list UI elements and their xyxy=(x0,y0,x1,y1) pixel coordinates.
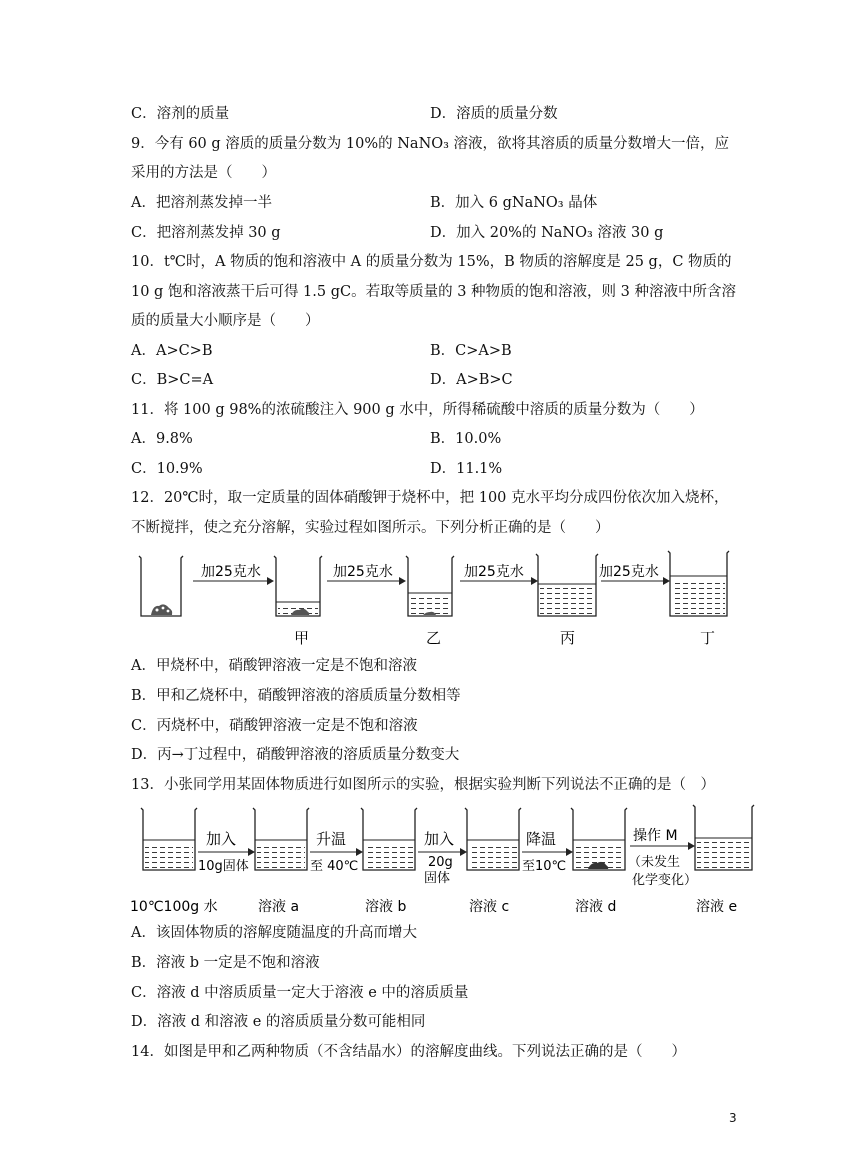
q9-option-c: C．把溶剂蒸发掉 30 g xyxy=(131,225,281,241)
page-number: 3 xyxy=(729,1111,737,1125)
q13-beaker-c xyxy=(465,808,521,870)
q13-step4-bottom: 至10℃ xyxy=(522,859,567,874)
q10-option-d: D．A>B>C xyxy=(430,372,513,388)
q10-option-a: A．A>C>B xyxy=(131,343,213,359)
q12-arrow-label-4: 加25克水 xyxy=(599,564,659,580)
q12-beaker-ding xyxy=(668,551,729,616)
q12-label-ding: 丁 xyxy=(700,629,716,647)
q9-option-b: B．加入 6 gNaNO₃ 晶体 xyxy=(430,195,598,211)
q12-stem-line2: 不断搅拌，使之充分溶解，实验过程如图所示。下列分析正确的是（ ） xyxy=(131,520,610,536)
q12-figure xyxy=(131,546,731,650)
q12-arrow-label-2: 加25克水 xyxy=(333,564,393,580)
q13-label-e: 溶液 e xyxy=(696,899,738,915)
q13-label-c: 溶液 c xyxy=(469,899,510,915)
q13-option-c: C．溶液 d 中溶质质量一定大于溶液 e 中的溶质质量 xyxy=(131,985,469,1001)
q13-beaker-d xyxy=(571,808,627,870)
q13-beaker-e xyxy=(693,805,754,870)
q12-option-b: B．甲和乙烧杯中，硝酸钾溶液的溶质质量分数相等 xyxy=(131,688,461,704)
q13-beaker-a xyxy=(253,808,309,870)
q12-beaker-bing xyxy=(536,554,598,616)
q13-step5-top: 操作 M xyxy=(633,828,678,844)
q13-stem: 13．小张同学用某固体物质进行如图所示的实验，根据实验判断下列说法不正确的是（ ） xyxy=(131,777,715,793)
q11-stem: 11．将 100 g 98%的浓硫酸注入 900 g 水中，所得稀硫酸中溶质的质量分数为（ ） xyxy=(131,402,704,418)
q8-option-d: D．溶质的质量分数 xyxy=(430,106,558,122)
q13-step1-top: 加入 xyxy=(206,830,237,848)
q12-arrow-label-3: 加25克水 xyxy=(464,564,524,580)
q12-arrow-label-1: 加25克水 xyxy=(201,564,261,580)
q12-option-a: A．甲烧杯中，硝酸钾溶液一定是不饱和溶液 xyxy=(131,658,417,674)
q10-stem-line3: 质的质量大小顺序是（ ） xyxy=(131,313,320,329)
q13-figure xyxy=(128,800,758,920)
q13-option-b: B．溶液 b 一定是不饱和溶液 xyxy=(131,955,320,971)
q13-beaker-b xyxy=(361,808,417,870)
q11-option-d: D．11.1% xyxy=(430,461,503,477)
q13-step3-top: 加入 xyxy=(424,830,455,848)
q10-stem-line1: 10．t℃时，A 物质的饱和溶液中 A 的质量分数为 15%，B 物质的溶解度是 25 g，C 物质的 xyxy=(131,254,732,270)
q13-step5-bottom: （未发生 xyxy=(628,855,681,870)
q13-step1-bottom: 10g固体 xyxy=(198,859,249,874)
q13-step3-bottom: 20g xyxy=(428,855,453,870)
q13-step5-bottom2: 化学变化） xyxy=(632,873,698,888)
q13-option-a: A．该固体物质的溶解度随温度的升高而增大 xyxy=(131,925,417,941)
q12-label-jia: 甲 xyxy=(294,629,310,647)
q12-beaker-yi xyxy=(406,556,454,616)
q10-stem-line2: 10 g 饱和溶液蒸干后可得 1.5 gC。若取等质量的 3 种物质的饱和溶液，则 3 种溶液中所含溶 xyxy=(131,284,736,300)
q12-option-c: C．丙烧杯中，硝酸钾溶液一定是不饱和溶液 xyxy=(131,718,418,734)
q11-option-a: A．9.8% xyxy=(131,431,193,447)
q9-stem-line1: 9．今有 60 g 溶质的质量分数为 10%的 NaNO₃ 溶液，欲将其溶质的质量分数增大一倍，应 xyxy=(131,136,730,152)
q9-option-a: A．把溶剂蒸发掉一半 xyxy=(131,195,272,211)
q13-label-water: 10℃100g 水 xyxy=(130,899,218,915)
q11-option-c: C．10.9% xyxy=(131,461,203,477)
q9-stem-line2: 采用的方法是（ ） xyxy=(131,165,276,181)
q13-option-d: D．溶液 d 和溶液 e 的溶质质量分数可能相同 xyxy=(131,1014,426,1030)
q12-stem-line1: 12．20℃时，取一定质量的固体硝酸钾于烧杯中，把 100 克水平均分成四份依次加入烧杯， xyxy=(131,490,729,506)
q13-step2-top: 升温 xyxy=(316,830,347,848)
q10-option-c: C．B>C=A xyxy=(131,372,214,388)
q13-step3-bottom2: 固体 xyxy=(424,871,451,886)
q12-beaker-initial xyxy=(139,556,183,616)
q13-step2-bottom: 至 40℃ xyxy=(310,859,359,874)
q12-beaker-jia xyxy=(274,556,322,616)
q13-beaker-water xyxy=(141,808,197,870)
q14-stem: 14．如图是甲和乙两种物质（不含结晶水）的溶解度曲线。下列说法正确的是（ ） xyxy=(131,1044,686,1060)
q13-step4-top: 降温 xyxy=(526,830,557,848)
q12-option-d: D．丙→丁过程中，硝酸钾溶液的溶质质量分数变大 xyxy=(131,747,460,763)
q13-label-b: 溶液 b xyxy=(365,899,407,915)
q9-option-d: D．加入 20%的 NaNO₃ 溶液 30 g xyxy=(430,225,664,241)
q12-label-yi: 乙 xyxy=(426,629,442,647)
q11-option-b: B．10.0% xyxy=(430,431,502,447)
q8-option-c: C．溶剂的质量 xyxy=(131,106,230,122)
q10-option-b: B．C>A>B xyxy=(430,343,512,359)
q13-label-d: 溶液 d xyxy=(575,899,617,915)
q12-label-bing: 丙 xyxy=(560,629,576,647)
q13-label-a: 溶液 a xyxy=(258,899,300,915)
